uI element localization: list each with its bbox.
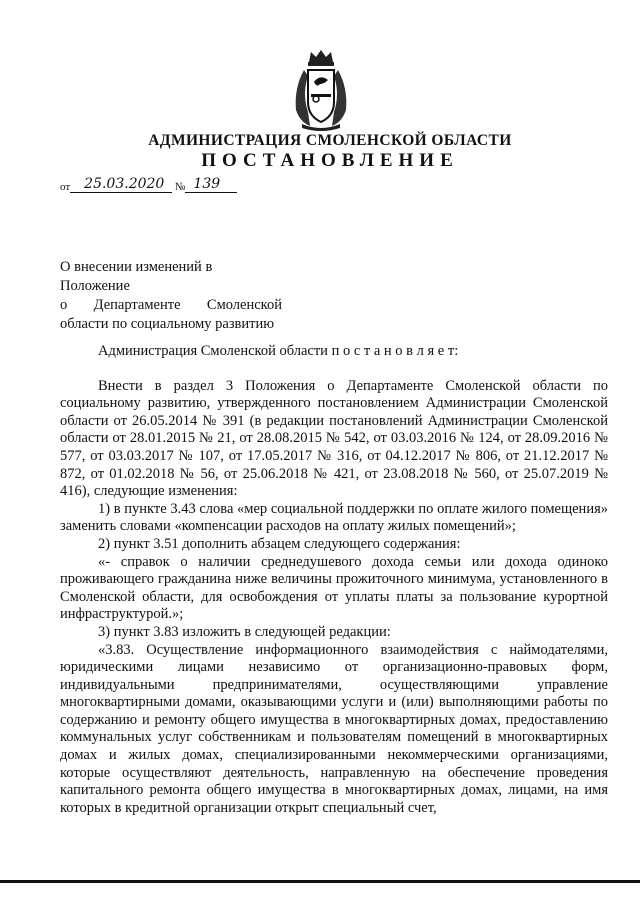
- body-paragraph: 1) в пункте 3.43 слова «мер социальной поддержки по оплате жилого помещения» заменить словами «компенсации расходов на оплату жилых помещений»;: [60, 500, 608, 535]
- date-value: 25.03.2020: [70, 176, 172, 193]
- smolensk-coat-of-arms-icon: [290, 48, 352, 132]
- document-body: [60, 343, 608, 817]
- body-paragraph: «3.83. Осуществление информационного взаимодействия с наймодателями, юридическими лицами независимо от организационно-правовых форм, индивидуальными предпринимателями, осуществляющими управление многоквартирными домами, оказывающими услуги и (или) выполняющими работы по содержанию и ремонту общего имущества в многоквартирных домах, предоставлению коммунальных услуг собственникам и пользователям помещений в многоквартирных домах и жилых домах, специализированными некоммерческими организациями, которые осуществляют деятельность, направленную на обеспечение проведения капитального ремонта общего имущества в многоквартирных домах, лицами, на имя которых в кредитной организации открыт специальный счет,: [60, 641, 608, 816]
- body-paragraph: Внести в раздел 3 Положения о Департаменте Смоленской области по социальному развитию, утвержденного постановлением Администрации Смоленской области от 26.05.2014 № 391 (в редакции постановлений Администрации Смоленской области от 28.01.2015 № 21, от 28.08.2015 № 542, от 03.03.2016 № 124, от 28.09.2016 № 577, от 03.03.2017 № 107, от 17.05.2017 № 316, от 04.12.2017 № 806, от 21.12.2017 № 872, от 01.02.2018 № 56, от 25.06.2018 № 421, от 23.08.2018 № 560, от 25.07.2019 № 416), следующие изменения:: [60, 377, 608, 500]
- number-label: №: [174, 181, 186, 193]
- body-paragraph: «- справок о наличии среднедушевого дохода семьи или дохода одиноко проживающего гражданина ниже величины прожиточного минимума, установленного в Смоленской области, для освобождения от уплаты платы за пользование курортной инфраструктурой.»;: [60, 553, 608, 623]
- organization-name: АДМИНИСТРАЦИЯ СМОЛЕНСКОЙ ОБЛАСТИ: [148, 132, 512, 149]
- body-paragraph: 3) пункт 3.83 изложить в следующей редакции:: [98, 623, 391, 640]
- subject-line-2: о Департаменте Смоленской: [60, 297, 282, 313]
- subject-line-3: области по социальному развитию: [60, 316, 275, 332]
- scan-bottom-edge: [0, 880, 640, 883]
- document-subject: [60, 258, 282, 334]
- date-label: от: [60, 181, 71, 193]
- resolves-line: Администрация Смоленской области п о с т а н о в л я е т:: [98, 343, 459, 359]
- number-value: 139: [185, 176, 237, 193]
- date-number-line: [60, 176, 237, 193]
- body-paragraph: 2) пункт 3.51 дополнить абзацем следующего содержания:: [98, 535, 461, 552]
- document-type-title: ПОСТАНОВЛЕНИЕ: [201, 150, 459, 171]
- subject-line-1: О внесении изменений в Положение: [60, 259, 213, 294]
